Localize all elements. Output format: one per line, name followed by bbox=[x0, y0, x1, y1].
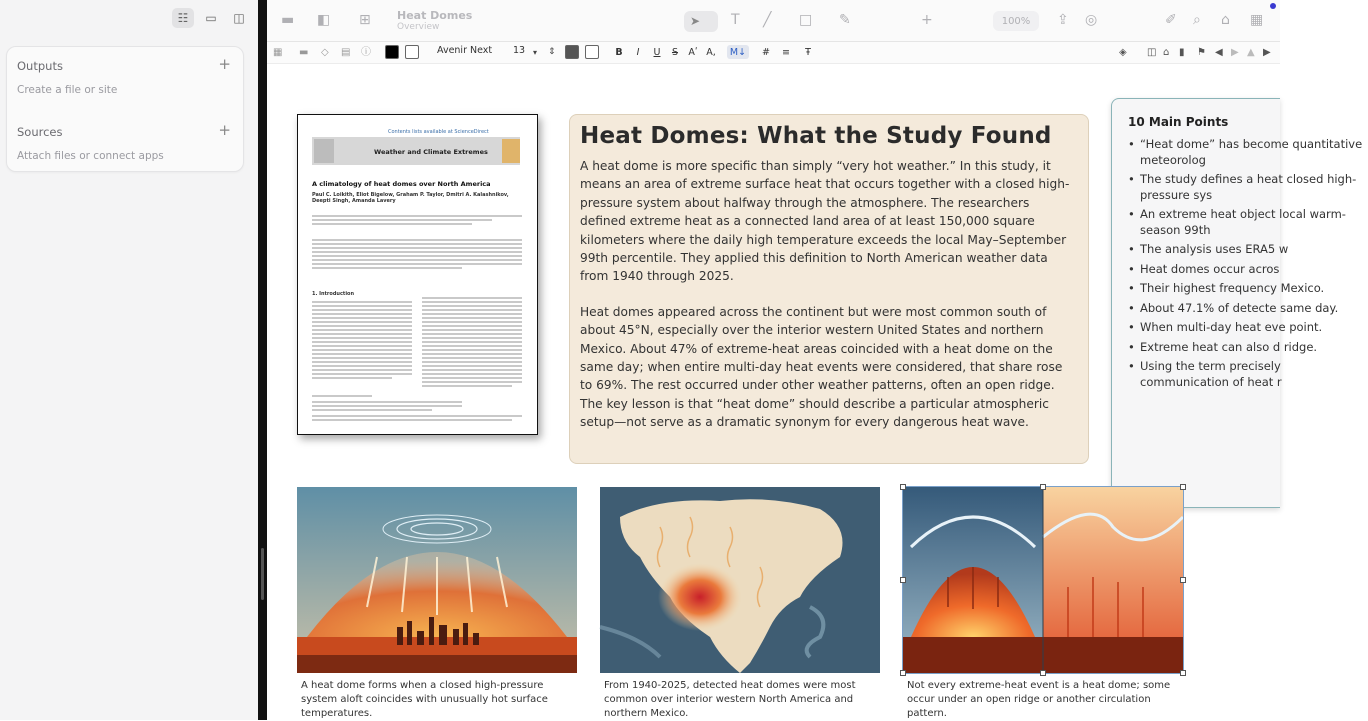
body-line bbox=[312, 361, 412, 363]
pointer-icon: ➤ bbox=[690, 14, 701, 28]
split-view-icon[interactable]: ◫ bbox=[1147, 47, 1157, 58]
panel-icon[interactable]: ▭ bbox=[205, 11, 217, 25]
body-line bbox=[422, 313, 522, 315]
resize-handle-sw[interactable] bbox=[900, 670, 906, 676]
image-caption-3: Not every extreme-heat event is a heat dome; some occur under an open ridge or another circulation pattern. bbox=[907, 680, 1171, 719]
body-line bbox=[422, 385, 512, 387]
list-item: • Extreme heat can also d ridge. bbox=[1128, 340, 1368, 356]
split-divider[interactable] bbox=[258, 0, 267, 720]
summary-title: Heat Domes: What the Study Found bbox=[580, 123, 1052, 149]
body-line bbox=[312, 305, 412, 307]
abstract-line bbox=[312, 247, 522, 249]
list-item: • Their highest frequency Mexico. bbox=[1128, 281, 1368, 297]
body-line bbox=[312, 377, 392, 379]
search-icon[interactable]: ⌕ bbox=[1193, 12, 1201, 28]
heading-style-button[interactable]: M↓ bbox=[727, 45, 749, 59]
heat-dome-illustration[interactable] bbox=[297, 487, 577, 673]
outputs-label: Outputs bbox=[17, 59, 63, 73]
body-line bbox=[422, 333, 522, 335]
underline-button[interactable]: U bbox=[653, 46, 661, 58]
body-line bbox=[312, 329, 412, 331]
body-line bbox=[422, 369, 522, 371]
body-line bbox=[422, 357, 522, 359]
layout-icon[interactable]: ◧ bbox=[317, 12, 331, 28]
body-line bbox=[422, 381, 522, 383]
body-line bbox=[422, 353, 522, 355]
list-item: • The study defines a heat closed high-pressure sys bbox=[1128, 172, 1368, 203]
abstract-line bbox=[312, 263, 522, 265]
resize-handle-e[interactable] bbox=[1180, 577, 1186, 583]
format-bar bbox=[267, 42, 1280, 64]
home-icon[interactable]: ⌂ bbox=[1163, 47, 1170, 58]
section-heading: 1. Introduction bbox=[312, 291, 355, 297]
shape-tool-icon[interactable]: □ bbox=[799, 12, 813, 28]
north-america-heat-map[interactable] bbox=[600, 487, 880, 673]
list-view-icon[interactable]: ☷ bbox=[172, 8, 194, 28]
resize-handle-s[interactable] bbox=[1040, 670, 1046, 676]
article-authors: Paul C. Loikith, Eliot Bigelow, Graham P. Taylor, Dmitri A. Kalashnikov, Deepti Singh, Amanda Lavery bbox=[312, 192, 509, 204]
body-line bbox=[312, 349, 412, 351]
image-caption-2: From 1940-2025, detected heat domes were most common over interior western North America and northern Mexico. bbox=[604, 680, 856, 719]
list-item: • Heat domes occur acros bbox=[1128, 262, 1368, 278]
calendar-icon[interactable]: ▦ bbox=[1250, 12, 1264, 28]
list-item: • When multi-day heat eve point. bbox=[1128, 320, 1368, 336]
strikethrough-button[interactable]: S bbox=[671, 46, 679, 58]
body-line bbox=[422, 325, 522, 327]
publisher-logo bbox=[314, 139, 334, 163]
share-icon[interactable]: ⇪ bbox=[1057, 12, 1069, 28]
format-brush-icon[interactable]: ✐ bbox=[1165, 12, 1177, 28]
body-line bbox=[312, 365, 412, 367]
main-points-panel[interactable] bbox=[1111, 98, 1363, 508]
outputs-sources-card bbox=[6, 46, 244, 172]
footnote-line bbox=[312, 409, 432, 411]
sources-hint[interactable]: Attach files or connect apps bbox=[17, 150, 164, 162]
list-item: • The analysis uses ERA5 w bbox=[1128, 242, 1368, 258]
footnote-line bbox=[312, 395, 372, 397]
body-line bbox=[312, 341, 412, 343]
body-line bbox=[422, 345, 522, 347]
add-output-button[interactable]: + bbox=[218, 55, 231, 73]
font-family-select[interactable]: Avenir Next bbox=[437, 45, 493, 56]
folder-icon[interactable]: ▬ bbox=[281, 12, 295, 28]
body-line bbox=[422, 361, 522, 363]
footnote-line bbox=[312, 415, 522, 417]
align-button[interactable]: ≡ bbox=[782, 46, 790, 58]
resize-handle-w[interactable] bbox=[900, 577, 906, 583]
size-stepper-icon[interactable]: ⇕ bbox=[548, 47, 556, 57]
fill-color-swatch[interactable] bbox=[565, 45, 579, 59]
bold-button[interactable]: B bbox=[615, 46, 623, 58]
sidebar-toolbar bbox=[172, 8, 250, 28]
pen-tool-icon[interactable]: ✎ bbox=[839, 12, 851, 28]
nav-right-icon[interactable]: ▶ bbox=[1231, 47, 1239, 58]
summary-paragraph-1: A heat dome is more specific than simply “very hot weather.” In this study, it means an area of extreme surface heat that occurs together with a closed high-pressure system about halfway through the atmosphere. The researchers defined extreme heat as a connected land area of at least 150,000 square kilometers where the daily high temperature exceeds the local May–September 99th percentile. They applied this definition to North American weather data from 1940 through 2025. bbox=[580, 159, 1070, 284]
abstract-line bbox=[312, 239, 522, 241]
paper-thumbnail[interactable] bbox=[297, 114, 538, 435]
body-line bbox=[312, 317, 412, 319]
footnote-line bbox=[312, 405, 462, 407]
size-dropdown-icon[interactable]: ▾ bbox=[533, 48, 538, 57]
list-item: • Using the term precisely communication of heat r bbox=[1128, 359, 1368, 390]
bookmark-icon[interactable]: ▮ bbox=[1179, 47, 1185, 58]
body-line bbox=[422, 321, 522, 323]
outputs-hint[interactable]: Create a file or site bbox=[17, 84, 118, 96]
select-tool-button[interactable] bbox=[684, 11, 718, 32]
layers-icon[interactable]: ◈ bbox=[1119, 47, 1127, 58]
fill-icon[interactable]: ▬ bbox=[299, 47, 309, 58]
abstract-line bbox=[312, 251, 522, 253]
body-line bbox=[422, 365, 522, 367]
body-line bbox=[312, 337, 412, 339]
journal-line: Contents lists available at ScienceDirect bbox=[388, 129, 489, 135]
dome-vs-ridge-illustration[interactable] bbox=[903, 487, 1183, 673]
stroke-swatch[interactable] bbox=[585, 45, 599, 59]
image-caption-1: A heat dome forms when a closed high-pressure system aloft coincides with unusually hot surface temperatures. bbox=[301, 680, 548, 719]
main-points-list bbox=[1128, 137, 1363, 390]
sidebar-toggle-icon[interactable]: ◫ bbox=[233, 11, 245, 25]
main-toolbar bbox=[267, 0, 1280, 42]
main-points-title: 10 Main Points bbox=[1128, 115, 1229, 129]
insert-icon[interactable]: + bbox=[921, 12, 933, 28]
footnote-line bbox=[312, 401, 462, 403]
list-item: • An extreme heat object local warm-season 99th bbox=[1128, 207, 1368, 238]
tag-icon[interactable]: ◇ bbox=[321, 47, 329, 58]
footnote-line bbox=[312, 419, 512, 421]
line-tool-icon[interactable]: ╱ bbox=[763, 12, 772, 28]
abstract-line bbox=[312, 267, 462, 269]
abstract-line bbox=[312, 255, 522, 257]
body-line bbox=[312, 321, 412, 323]
nav-left-icon[interactable]: ◀ bbox=[1215, 47, 1223, 58]
abstract-line bbox=[312, 243, 522, 245]
body-line bbox=[312, 309, 412, 311]
body-line bbox=[312, 325, 412, 327]
flag-icon[interactable]: ⚑ bbox=[1197, 47, 1206, 58]
subscript-button[interactable]: A, bbox=[706, 46, 716, 58]
body-line bbox=[422, 373, 522, 375]
body-line bbox=[422, 309, 522, 311]
journal-cover bbox=[502, 139, 520, 163]
number-format-button[interactable]: # bbox=[762, 46, 770, 58]
text-color-swatch[interactable] bbox=[385, 45, 399, 59]
info-icon[interactable]: ⓘ bbox=[361, 47, 371, 58]
page-icon[interactable]: ▤ bbox=[341, 47, 351, 58]
sources-label: Sources bbox=[17, 125, 63, 139]
summary-paragraph-2: Heat domes appeared across the continent but were most common south of about 45°N, especially over the interior western United States and northern Mexico. About 47% of extreme-heat areas coincided with a heat dome on the same day; when entire multi-day heat events were considered, that share rose to 69%. The rest occurred under other weather patterns, often an open ridge. The key lesson is that “heat dome” should describe a particular atmospheric setup—not serve as a dramatic synonym for every dangerous heat wave. bbox=[580, 304, 1063, 430]
journal-name: Weather and Climate Extremes bbox=[374, 148, 488, 156]
body-line bbox=[312, 345, 412, 347]
collaborate-icon[interactable]: ◎ bbox=[1085, 12, 1098, 28]
resize-handle[interactable] bbox=[261, 548, 264, 600]
document-subtitle: Overview bbox=[397, 22, 440, 32]
grid-icon[interactable]: ▦ bbox=[273, 47, 283, 58]
library-icon[interactable]: ⌂ bbox=[1221, 12, 1230, 28]
body-line bbox=[312, 373, 412, 375]
resize-handle-n[interactable] bbox=[1040, 484, 1046, 490]
body-line bbox=[312, 369, 412, 371]
body-line bbox=[422, 349, 522, 351]
resize-handle-se[interactable] bbox=[1180, 670, 1186, 676]
text-tool-icon[interactable]: T bbox=[731, 12, 740, 28]
resize-handle-nw[interactable] bbox=[900, 484, 906, 490]
resize-handle-ne[interactable] bbox=[1180, 484, 1186, 490]
nav-up-icon[interactable]: ▲ bbox=[1247, 47, 1255, 58]
body-line bbox=[312, 313, 412, 315]
zoom-control[interactable]: 100% bbox=[993, 11, 1039, 31]
affiliation-line bbox=[312, 215, 522, 217]
affiliation-line bbox=[312, 223, 472, 225]
text-style-button[interactable]: Ŧ bbox=[805, 46, 811, 58]
body-line bbox=[422, 297, 522, 299]
summary-textbox[interactable] bbox=[569, 114, 1089, 464]
notification-dot bbox=[1270, 3, 1276, 9]
affiliation-line bbox=[312, 219, 492, 221]
body-line bbox=[312, 301, 412, 303]
body-line bbox=[422, 337, 522, 339]
list-item: • About 47.1% of detecte same day. bbox=[1128, 301, 1368, 317]
body-line bbox=[422, 317, 522, 319]
article-title: A climatology of heat domes over North America bbox=[312, 180, 491, 188]
body-line bbox=[312, 357, 412, 359]
add-page-icon[interactable]: ⊞ bbox=[359, 12, 371, 28]
superscript-button[interactable]: Aʹ bbox=[688, 46, 698, 58]
font-size-select[interactable]: 13 bbox=[513, 45, 526, 56]
document-title: Heat Domes bbox=[397, 9, 473, 22]
body-line bbox=[422, 305, 522, 307]
body-line bbox=[312, 333, 412, 335]
italic-button[interactable]: I bbox=[636, 46, 640, 58]
body-line bbox=[312, 353, 412, 355]
list-item: • “Heat dome” has become quantitative meteorolog bbox=[1128, 137, 1368, 168]
abstract-line bbox=[312, 259, 522, 261]
no-fill-swatch[interactable] bbox=[405, 45, 419, 59]
body-line bbox=[422, 377, 522, 379]
body-line bbox=[422, 341, 522, 343]
add-source-button[interactable]: + bbox=[218, 121, 231, 139]
nav-down-icon[interactable]: ▶ bbox=[1263, 47, 1271, 58]
sidebar bbox=[0, 0, 258, 720]
body-line bbox=[422, 329, 522, 331]
body-line bbox=[422, 301, 522, 303]
